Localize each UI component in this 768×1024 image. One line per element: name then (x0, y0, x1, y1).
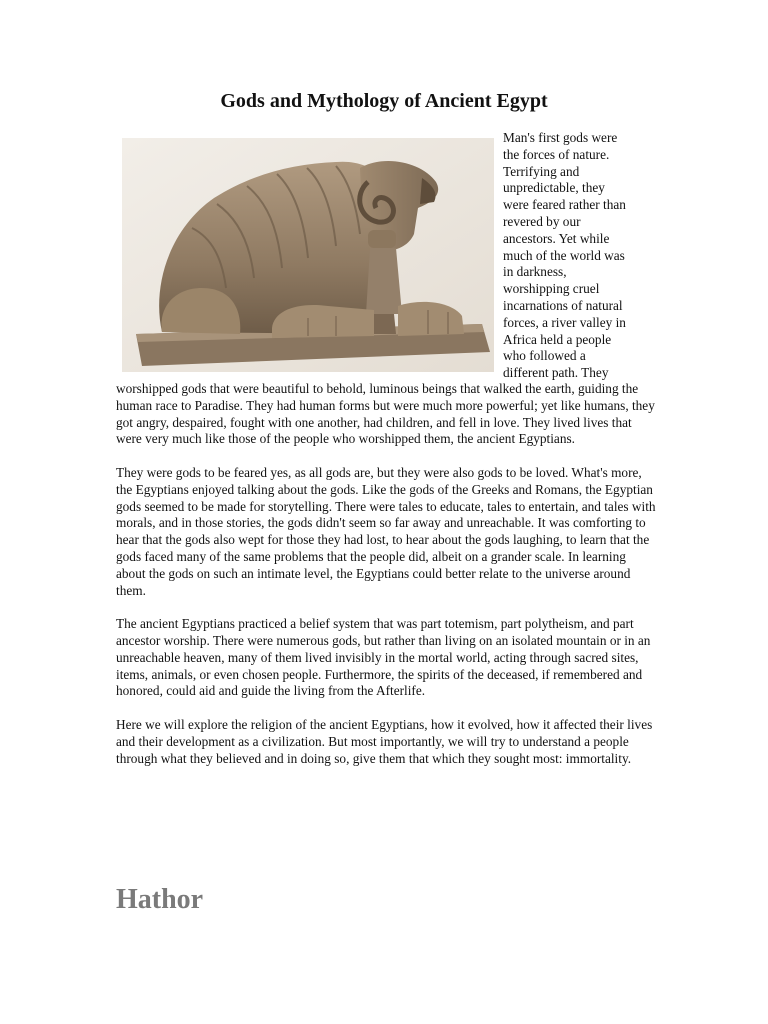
paragraph: The ancient Egyptians practiced a belief system that was part totemism, part polytheism, and part ancestor worship. There were numerous gods, but rather than living on an isolated mountain or in an unreachable heaven, many of them lived invisibly in the mortal world, acting through sacred sites, items, animals, or even chosen people. Furthermore, the spirits of the deceased, if remembered and honored, could aid and guide the living from the Afterlife. (116, 616, 651, 699)
side-line: the forces of nature. (503, 146, 610, 162)
side-line: who followed a (503, 348, 586, 364)
side-line: different path. They (503, 365, 609, 381)
side-line: were feared rather than (503, 197, 626, 213)
side-line: forces, a river valley in (503, 314, 626, 330)
side-line: Africa held a people (503, 331, 612, 347)
section-heading: Hathor (116, 884, 204, 915)
paragraph: They were gods to be feared yes, as all gods are, but they were also gods to be loved. What's more, the Egyptians enjoyed talking about the gods. Like the gods of the Greeks and Romans, the Egyptian gods seemed to be made for storytelling. There were tales to educate, tales to entertain, and tales with morals, and in those stories, the gods didn't seem so far away and unreachable. It was comforting to hear that the gods also wept for those they had lost, to hear about the gods laughing, to learn that the gods faced many of the same problems that the people did, albeit on a grander scale. In learning about the gods on such an intimate level, the Egyptians could better relate to the universe around them. (116, 464, 656, 598)
side-line: incarnations of natural (503, 297, 623, 313)
page-title: Gods and Mythology of Ancient Egypt (220, 90, 548, 112)
side-line: in darkness, (503, 264, 567, 280)
ram-sphinx-image (122, 138, 494, 372)
paragraph: worshipped gods that were beautiful to behold, luminous beings that walked the earth, guiding the human race to Paradise. They had human forms but were much more powerful; yet like humans, they got angry, despaired, fought with one another, had children, and fell in love. They lived lives that were very much like those of the people who worshipped them, the ancient Egyptians. (116, 381, 655, 447)
side-line: ancestors. Yet while (503, 230, 610, 246)
intro-side-text (503, 130, 653, 382)
side-line: much of the world was (503, 247, 625, 263)
side-line: worshipping cruel (503, 281, 600, 297)
side-line: revered by our (503, 213, 581, 229)
body-text (116, 381, 656, 784)
side-line: Man's first gods were (503, 130, 618, 145)
side-line: Terrifying and (503, 163, 580, 179)
ram-sphinx-illustration (122, 138, 494, 372)
side-line: unpredictable, they (503, 180, 605, 196)
paragraph: Here we will explore the religion of the ancient Egyptians, how it evolved, how it affected their lives and their development as a civilization. But most importantly, we will try to understand a people through what they believed and in doing so, give them that which they sought most: immortality. (116, 716, 653, 766)
